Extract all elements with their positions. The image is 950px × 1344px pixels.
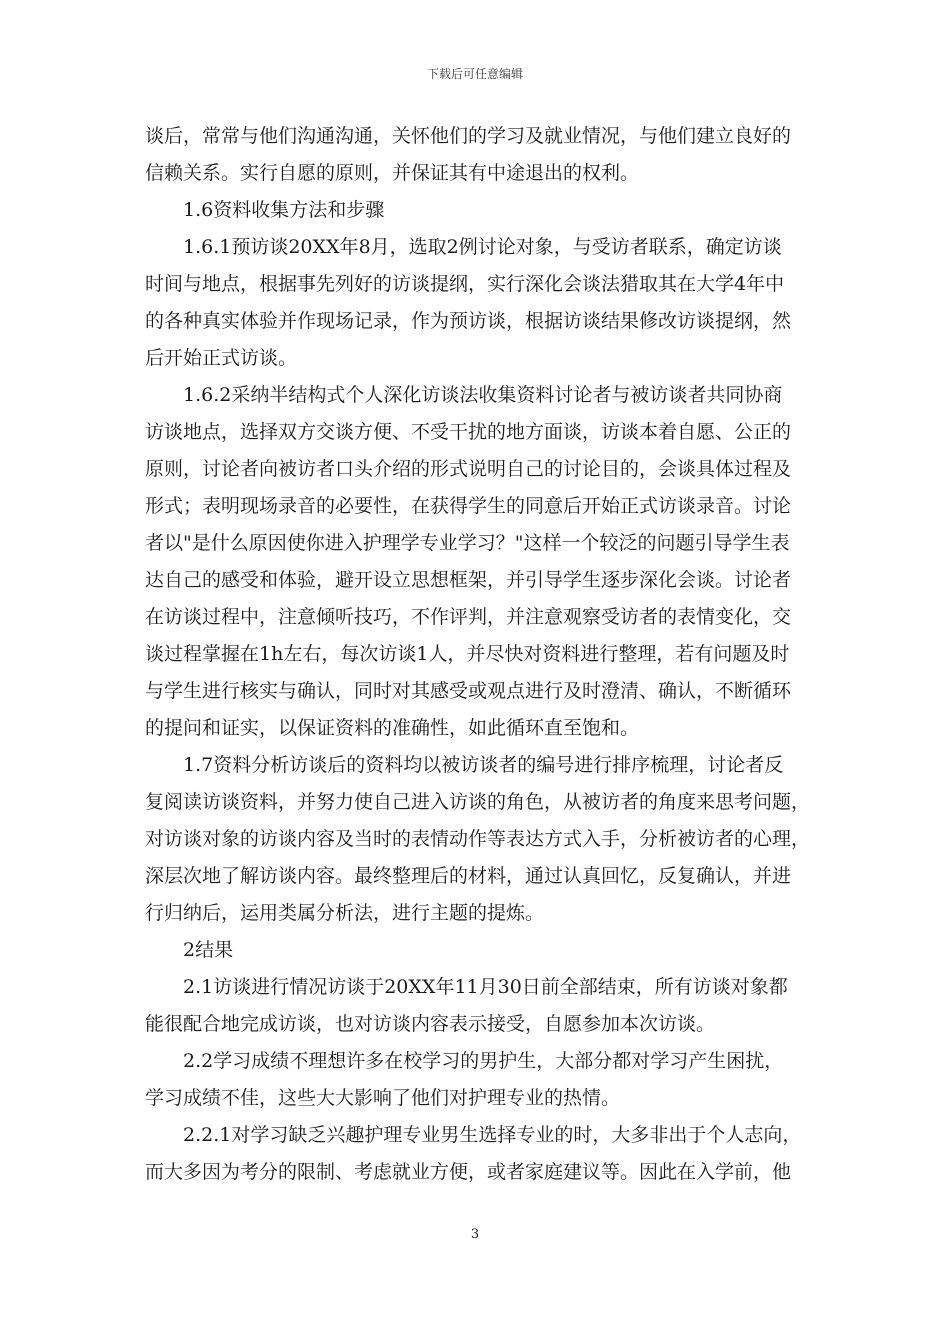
text-line: 复阅读访谈资料，并努力使自己进入访谈的角色，从被访者的角度来思考问题， <box>145 791 811 813</box>
text-line: 达自己的感受和体验，避开设立思想框架，并引导学生逐步深化会谈。讨论者 <box>145 569 792 591</box>
text-line: 者以"是什么原因使你进入护理学专业学习？"这样一个较泛的问题引导学生表 <box>145 532 790 554</box>
text-line: 行归纳后，运用类属分析法，进行主题的提炼。 <box>145 902 545 924</box>
text-line: 信赖关系。实行自愿的原则，并保证其有中途退出的权利。 <box>145 162 640 184</box>
text-line: 在访谈过程中，注意倾听技巧，不作评判，并注意观察受访者的表情变化，交 <box>145 606 792 628</box>
text-line: 访谈地点，选择双方交谈方便、不受干扰的地方面谈，访谈本着自愿、公正的 <box>145 421 792 443</box>
text-line: 1.7资料分析访谈后的资料均以被访谈者的编号进行排序梳理，讨论者反 <box>183 754 784 776</box>
text-line: 学习成绩不佳，这些大大影响了他们对护理专业的热情。 <box>145 1087 621 1109</box>
text-line: 1.6.1预访谈20XX年8月，选取2例讨论对象，与受访者联系，确定访谈 <box>183 236 782 258</box>
text-line: 2.1访谈进行情况访谈于20XX年11月30日前全部结束，所有访谈对象都 <box>183 976 788 998</box>
text-line: 深层次地了解访谈内容。最终整理后的材料，通过认真回忆，反复确认，并进 <box>145 865 792 887</box>
text-line: 后开始正式访谈。 <box>145 347 298 369</box>
text-line: 而大多因为考分的限制、考虑就业方便，或者家庭建议等。因此在入学前，他 <box>145 1161 792 1183</box>
text-line: 谈后，常常与他们沟通沟通，关怀他们的学习及就业情况，与他们建立良好的 <box>145 125 792 147</box>
document-body <box>145 118 811 1191</box>
text-line: 2.2.1对学习缺乏兴趣护理专业男生选择专业的时，大多非出于个人志向， <box>183 1124 802 1146</box>
section-heading-2: 2结果 <box>183 939 234 961</box>
text-line: 谈过程掌握在1h左右，每次访谈1人，并尽快对资料进行整理，若有问题及时 <box>145 643 790 665</box>
text-line: 2.2学习成绩不理想许多在校学习的男护生，大部分都对学习产生困扰， <box>183 1050 784 1072</box>
text-line: 时间与地点，根据事先列好的访谈提纲，实行深化会谈法猎取其在大学4年中 <box>145 273 785 295</box>
section-heading-1-6: 1.6资料收集方法和步骤 <box>183 199 385 221</box>
text-line: 原则，讨论者向被访者口头介绍的形式说明自己的讨论目的，会谈具体过程及 <box>145 458 792 480</box>
page-header-note: 下载后可任意编辑 <box>426 67 523 81</box>
text-line: 能很配合地完成访谈，也对访谈内容表示接受，自愿参加本次访谈。 <box>145 1013 716 1035</box>
text-line: 的提问和证实，以保证资料的准确性，如此循环直至饱和。 <box>145 717 640 739</box>
page-number: 3 <box>470 1227 480 1242</box>
text-line: 形式；表明现场录音的必要性，在获得学生的同意后开始正式访谈录音。讨论 <box>145 495 792 517</box>
text-line: 的各种真实体验并作现场记录，作为预访谈，根据访谈结果修改访谈提纲，然 <box>145 310 792 332</box>
text-line: 与学生进行核实与确认，同时对其感受或观点进行及时澄清、确认，不断循环 <box>145 680 792 702</box>
text-line: 对访谈对象的访谈内容及当时的表情动作等表达方式入手，分析被访者的心理， <box>145 828 811 850</box>
text-line: 1.6.2采纳半结构式个人深化访谈法收集资料讨论者与被访谈者共同协商 <box>183 384 783 406</box>
